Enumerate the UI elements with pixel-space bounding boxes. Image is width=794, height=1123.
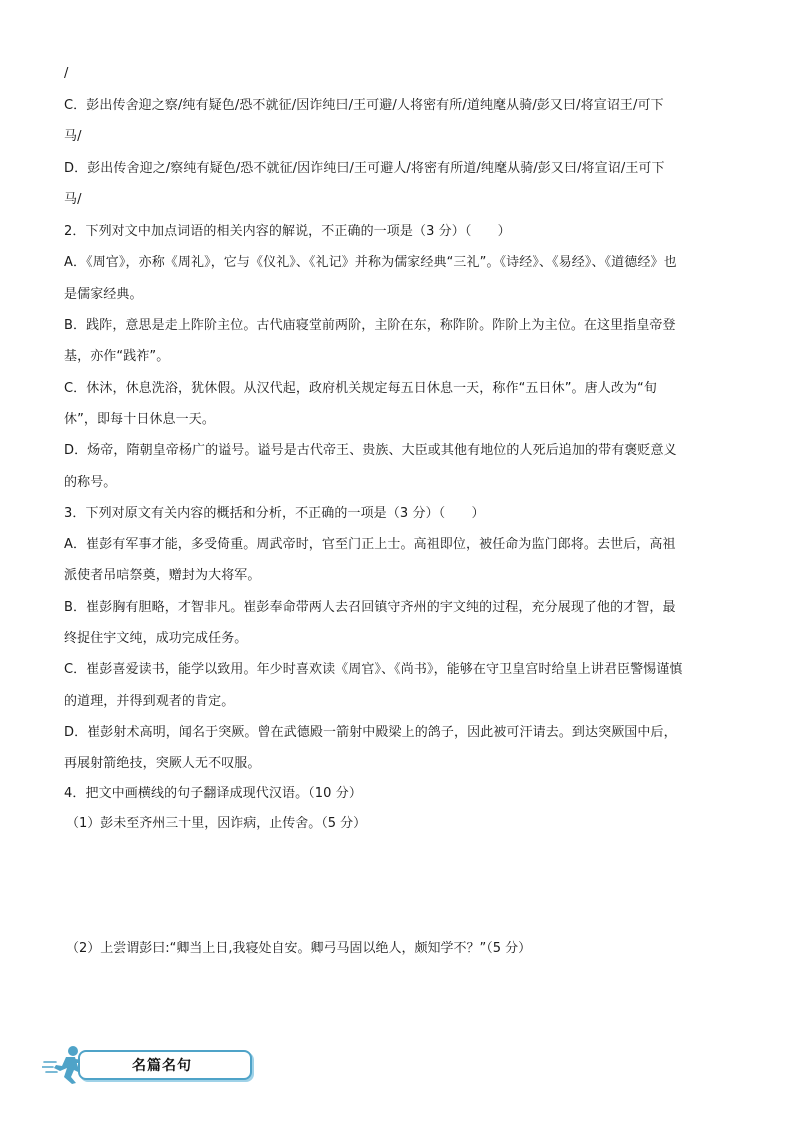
- q2-option-d-line-1: D．炀帝，隋朝皇帝杨广的谥号。谥号是古代帝王、贵族、大臣或其他有地位的人死后追加的带有褒贬意义: [64, 443, 677, 458]
- q3-option-b-line-2: 终捉住宇文纯，成功完成任务。: [64, 631, 248, 646]
- q3-option-d-line-2: 再展射箭绝技，突厥人无不叹服。: [64, 756, 261, 771]
- section-banner: [42, 1044, 252, 1084]
- q2-option-b-line-1: B．践阼，意思是走上阼阶主位。古代庙寝堂前两阶，主阶在东，称阼阶。阼阶上为主位。在这里指皇帝登: [64, 318, 676, 333]
- option-b-continuation: /: [64, 66, 69, 81]
- q2-option-a-line-2: 是儒家经典。: [64, 287, 143, 302]
- q2-option-c-line-2: 休”，即每十日休息一天。: [64, 412, 215, 427]
- option-c-line-1: C．彭出传舍迎之察/纯有疑色/恐不就征/因诈纯曰/王可避/人将密有所/道纯麾从骑/彭又曰/将宣诏王/可下: [64, 98, 664, 113]
- q2-option-d-line-2: 的称号。: [64, 475, 117, 490]
- q2-option-a-line-1: A．《周官》，亦称《周礼》，它与《仪礼》、《礼记》并称为儒家经典“三礼”。《诗经》、《易经》、《道德经》也: [64, 255, 677, 270]
- translation-item-1: （1）彭未至齐州三十里，因诈病，止传舍。（5 分）: [66, 816, 367, 831]
- question-2-stem: 2．下列对文中加点词语的相关内容的解说，不正确的一项是（3 分）（ ）: [64, 224, 511, 239]
- q3-option-a-line-1: A．崔彭有军事才能，多受倚重。周武帝时，官至门正上士。高祖即位，被任命为监门郎将。去世后，高祖: [64, 537, 676, 552]
- section-banner-title: 名篇名句: [132, 1058, 192, 1074]
- option-d-line-2: 马/: [64, 192, 82, 207]
- q3-option-c-line-2: 的道理，并得到观者的肯定。: [64, 694, 235, 709]
- option-c-line-2: 马/: [64, 129, 82, 144]
- q3-option-a-line-2: 派使者吊唁祭奠，赠封为大将军。: [64, 568, 261, 583]
- question-3-stem: 3．下列对原文有关内容的概括和分析，不正确的一项是（3 分）（ ）: [64, 506, 485, 521]
- q3-option-c-line-1: C．崔彭喜爱读书，能学以致用。年少时喜欢读《周官》、《尚书》，能够在守卫皇宫时给皇上讲君臣警惕谨慎: [64, 662, 683, 677]
- q2-option-b-line-2: 基，亦作“践祚”。: [64, 349, 170, 364]
- q3-option-d-line-1: D．崔彭射术高明，闻名于突厥。曾在武德殿一箭射中殿梁上的鸽子，因此被可汗请去。到达突厥国中后，: [64, 725, 677, 740]
- translation-item-2: （2）上尝谓彭曰:“卿当上日,我寝处自安。卿弓马固以绝人，颇知学不？”（5 分）: [66, 941, 532, 956]
- section-banner-box: [78, 1050, 252, 1080]
- option-d-line-1: D．彭出传舍迎之/察纯有疑色/恐不就征/因诈纯曰/王可避人/将密有所道/纯麾从骑/彭又曰/将宣诏/王可下: [64, 161, 665, 176]
- q2-option-c-line-1: C．休沐，休息洗浴，犹休假。从汉代起，政府机关规定每五日休息一天，称作“五日休”。唐人改为“旬: [64, 381, 657, 396]
- question-4-stem: 4．把文中画横线的句子翻译成现代汉语。（10 分）: [64, 786, 362, 801]
- q3-option-b-line-1: B．崔彭胸有胆略，才智非凡。崔彭奉命带两人去召回镇守齐州的宇文纯的过程，充分展现了他的才智，最: [64, 600, 676, 615]
